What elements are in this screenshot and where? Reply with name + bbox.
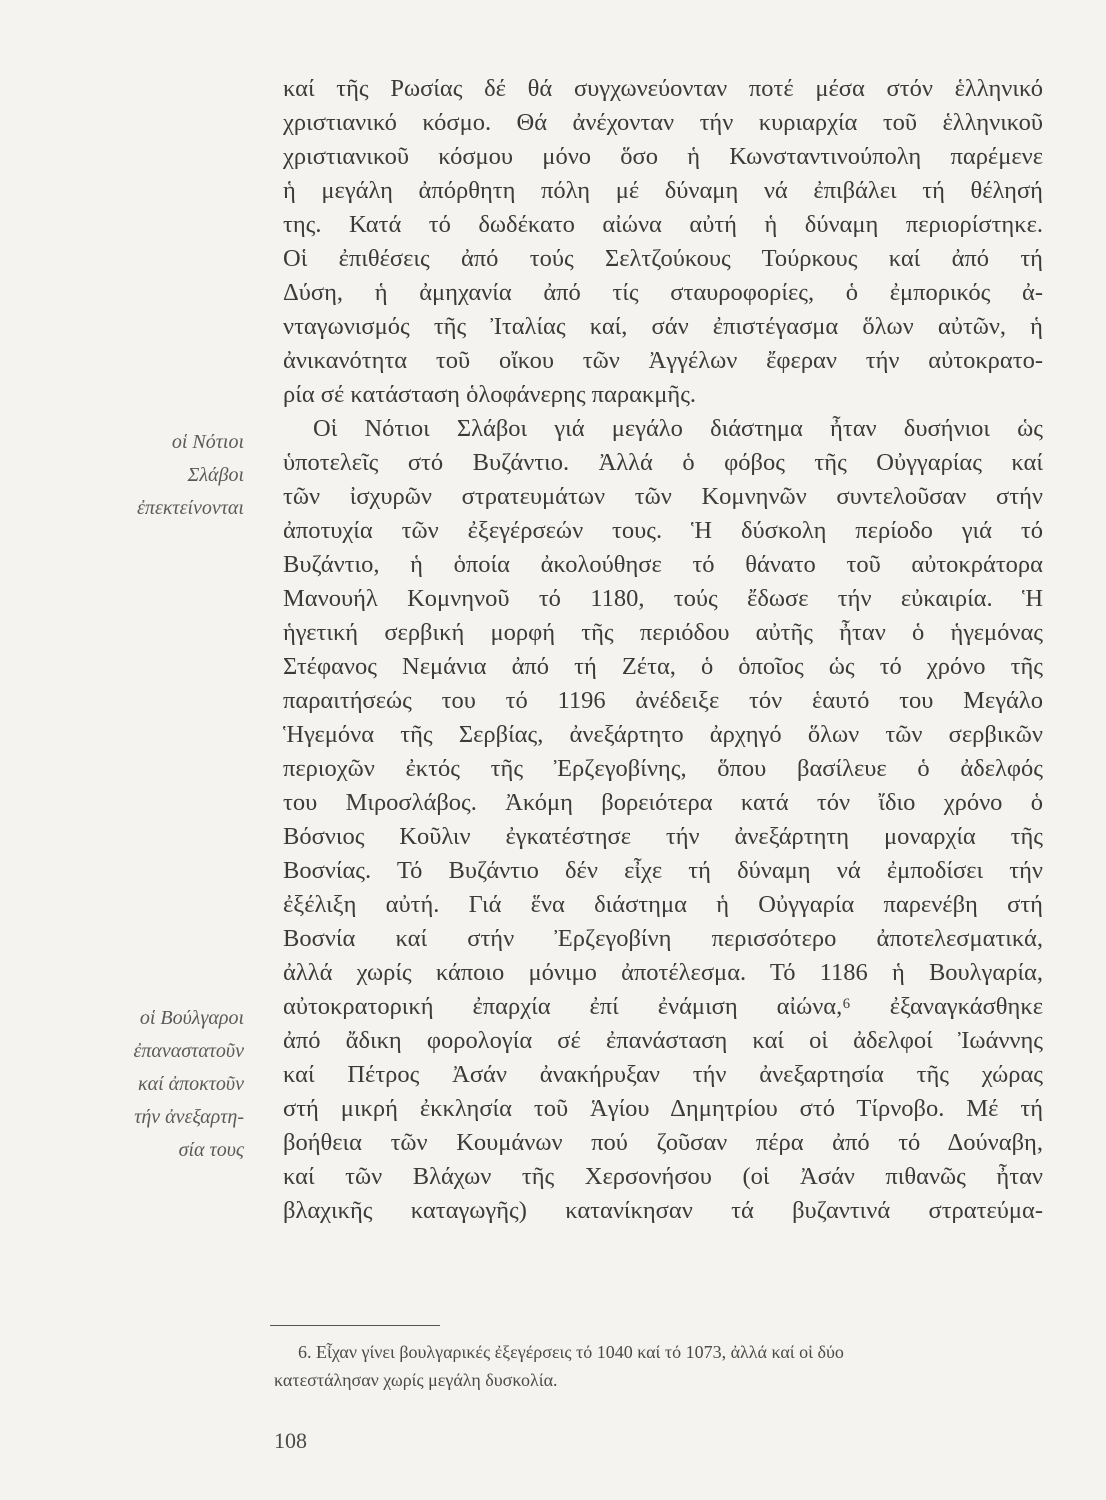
bleed-through-text — [86, 72, 236, 99]
text-line: Οἱ Νότιοι Σλάβοι γιά μεγάλο διάστημα ἦταν δυσήνιοι ὡς — [313, 415, 1043, 442]
sidenote-line: οἱ Βούλγαροι — [139, 1007, 244, 1029]
sidenote-line: σία τους — [178, 1139, 244, 1161]
sidenote-line: Σλάβοι — [187, 464, 244, 486]
text-line: της. Κατά τό δωδέκατο αἰώνα αὐτή ἡ δύναμη περιορίστηκε. — [283, 211, 1043, 238]
text-line: Οἱ ἐπιθέσεις ἀπό τούς Σελτζούκους Τούρκους καί ἀπό τή — [283, 245, 1043, 272]
footnote-rule — [270, 1325, 440, 1326]
text-line: ἐξέλιξη αὐτή. Γιά ἕνα διάστημα ἡ Οὐγγαρία παρενέβη στή — [283, 891, 1043, 918]
sidenote-line: καί ἀποκτοῦν — [138, 1073, 244, 1095]
sidenote-line: ἐπαναστατοῦν — [133, 1040, 244, 1062]
text-line: ἡ μεγάλη ἀπόρθητη πόλη μέ δύναμη νά ἐπιβάλει τή θέλησή — [283, 177, 1043, 204]
text-line: ἀπό ἄδικη φορολογία σέ ἐπανάσταση καί οἱ ἀδελφοί Ἰωάννης — [283, 1027, 1043, 1054]
text-line: Βόσνιος Κοῦλιν ἐγκατέστησε τήν ἀνεξάρτητη μοναρχία τῆς — [283, 823, 1043, 850]
text-line: καί τῆς Ρωσίας δέ θά συγχωνεύονταν ποτέ μέσα στόν ἑλληνικό — [283, 75, 1043, 102]
text-line: τῶν ἰσχυρῶν στρατευμάτων τῶν Κομνηνῶν συντελοῦσαν στήν — [283, 483, 1043, 510]
text-line: Βυζάντιο, ἡ ὁποία ἀκολούθησε τό θάνατο τοῦ αὐτοκράτορα — [283, 551, 1043, 578]
text-line: ρία σέ κατάσταση ὁλοφάνερης παρακμῆς. — [283, 381, 697, 408]
text-line: καί τῶν Βλάχων τῆς Χερσονήσου (οἱ Ἀσάν πιθανῶς ἦταν — [283, 1163, 1043, 1190]
text-line: χριστιανικό κόσμο. Θά ἀνέχονταν τήν κυριαρχία τοῦ ἑλληνικοῦ — [283, 109, 1043, 136]
text-line: Δύση, ἡ ἀμηχανία ἀπό τίς σταυροφορίες, ὁ ἐμπορικός ἀ- — [283, 279, 1043, 306]
text-line: Μανουήλ Κομνηνοῦ τό 1180, τούς ἔδωσε τήν εὐκαιρία. Ἡ — [283, 585, 1043, 612]
text-line: στή μικρή ἐκκλησία τοῦ Ἁγίου Δημητρίου στό Τίρνοβο. Μέ τή — [283, 1095, 1043, 1122]
text-line: ὑποτελεῖς στό Βυζάντιο. Ἀλλά ὁ φόβος τῆς Οὐγγαρίας καί — [283, 449, 1043, 476]
text-line: ἡγετική σερβική μορφή τῆς περιόδου αὐτῆς ἦταν ὁ ἡγεμόνας — [283, 619, 1043, 646]
sidenote-line: τήν ἀνεξαρτη- — [134, 1106, 244, 1128]
page-number: 108 — [274, 1428, 307, 1453]
text-line: βοήθεια τῶν Κουμάνων πού ζοῦσαν πέρα ἀπό τό Δούναβη, — [283, 1129, 1043, 1156]
text-line: Ἡγεμόνα τῆς Σερβίας, ἀνεξάρτητο ἀρχηγό ὅλων τῶν σερβικῶν — [283, 721, 1043, 748]
sidenote-line: ἐπεκτείνονται — [137, 497, 244, 519]
text-line: αὐτοκρατορική ἐπαρχία ἐπί ἐνάμιση αἰώνα,⁶ ἐξαναγκάσθηκε — [283, 993, 1043, 1020]
text-line: ἀποτυχία τῶν ἐξεγέρσεών τους. Ἡ δύσκολη περίοδο γιά τό — [283, 517, 1043, 544]
text-line: Βοσνία καί στήν Ἐρζεγοβίνη περισσότερο ἀποτελεσματικά, — [283, 925, 1043, 952]
text-line: βλαχικῆς καταγωγῆς) κατανίκησαν τά βυζαντινά στρατεύμα- — [283, 1197, 1043, 1224]
text-line: περιοχῶν ἐκτός τῆς Ἐρζεγοβίνης, ὅπου βασίλευε ὁ ἀδελφός — [283, 755, 1043, 782]
text-line: ἀλλά χωρίς κάποιο μόνιμο ἀποτέλεσμα. Τό 1186 ἡ Βουλγαρία, — [283, 959, 1043, 986]
main-text — [283, 72, 1043, 1228]
sidenote-line: οἱ Νότιοι — [171, 431, 244, 453]
footnote-line: 6. Εἶχαν γίνει βουλγαρικές ἐξεγέρσεις τό 1040 καί τό 1073, ἀλλά καί οἱ δύο — [298, 1342, 844, 1362]
text-line: ἀνικανότητα τοῦ οἴκου τῶν Ἀγγέλων ἔφεραν τήν αὐτοκρατο- — [283, 347, 1043, 374]
text-line: νταγωνισμός τῆς Ἰταλίας καί, σάν ἐπιστέγασμα ὅλων αὐτῶν, ἡ — [283, 313, 1043, 340]
text-line: Στέφανος Νεμάνια ἀπό τή Ζέτα, ὁ ὁποῖος ὡς τό χρόνο τῆς — [283, 653, 1043, 680]
text-line: παραιτήσεώς του τό 1196 ἀνέδειξε τόν ἑαυτό του Μεγάλο — [283, 687, 1043, 714]
text-line: καί Πέτρος Ἀσάν ἀνακήρυξαν τήν ἀνεξαρτησία τῆς χώρας — [283, 1061, 1043, 1088]
footnote — [274, 1338, 1042, 1394]
footnote-line: κατεστάλησαν χωρίς μεγάλη δυσκολία. — [274, 1370, 558, 1390]
sidenote-bulgarians — [74, 1002, 244, 1167]
text-line: Βοσνίας. Τό Βυζάντιο δέν εἶχε τή δύναμη νά ἐμποδίσει τήν — [283, 857, 1043, 884]
text-line: του Μιροσλάβος. Ἀκόμη βορειότερα κατά τόν ἴδιο χρόνο ὁ — [283, 789, 1043, 816]
text-line: χριστιανικοῦ κόσμου μόνο ὅσο ἡ Κωνσταντινούπολη παρέμενε — [283, 143, 1043, 170]
sidenote-slavs — [74, 426, 244, 525]
